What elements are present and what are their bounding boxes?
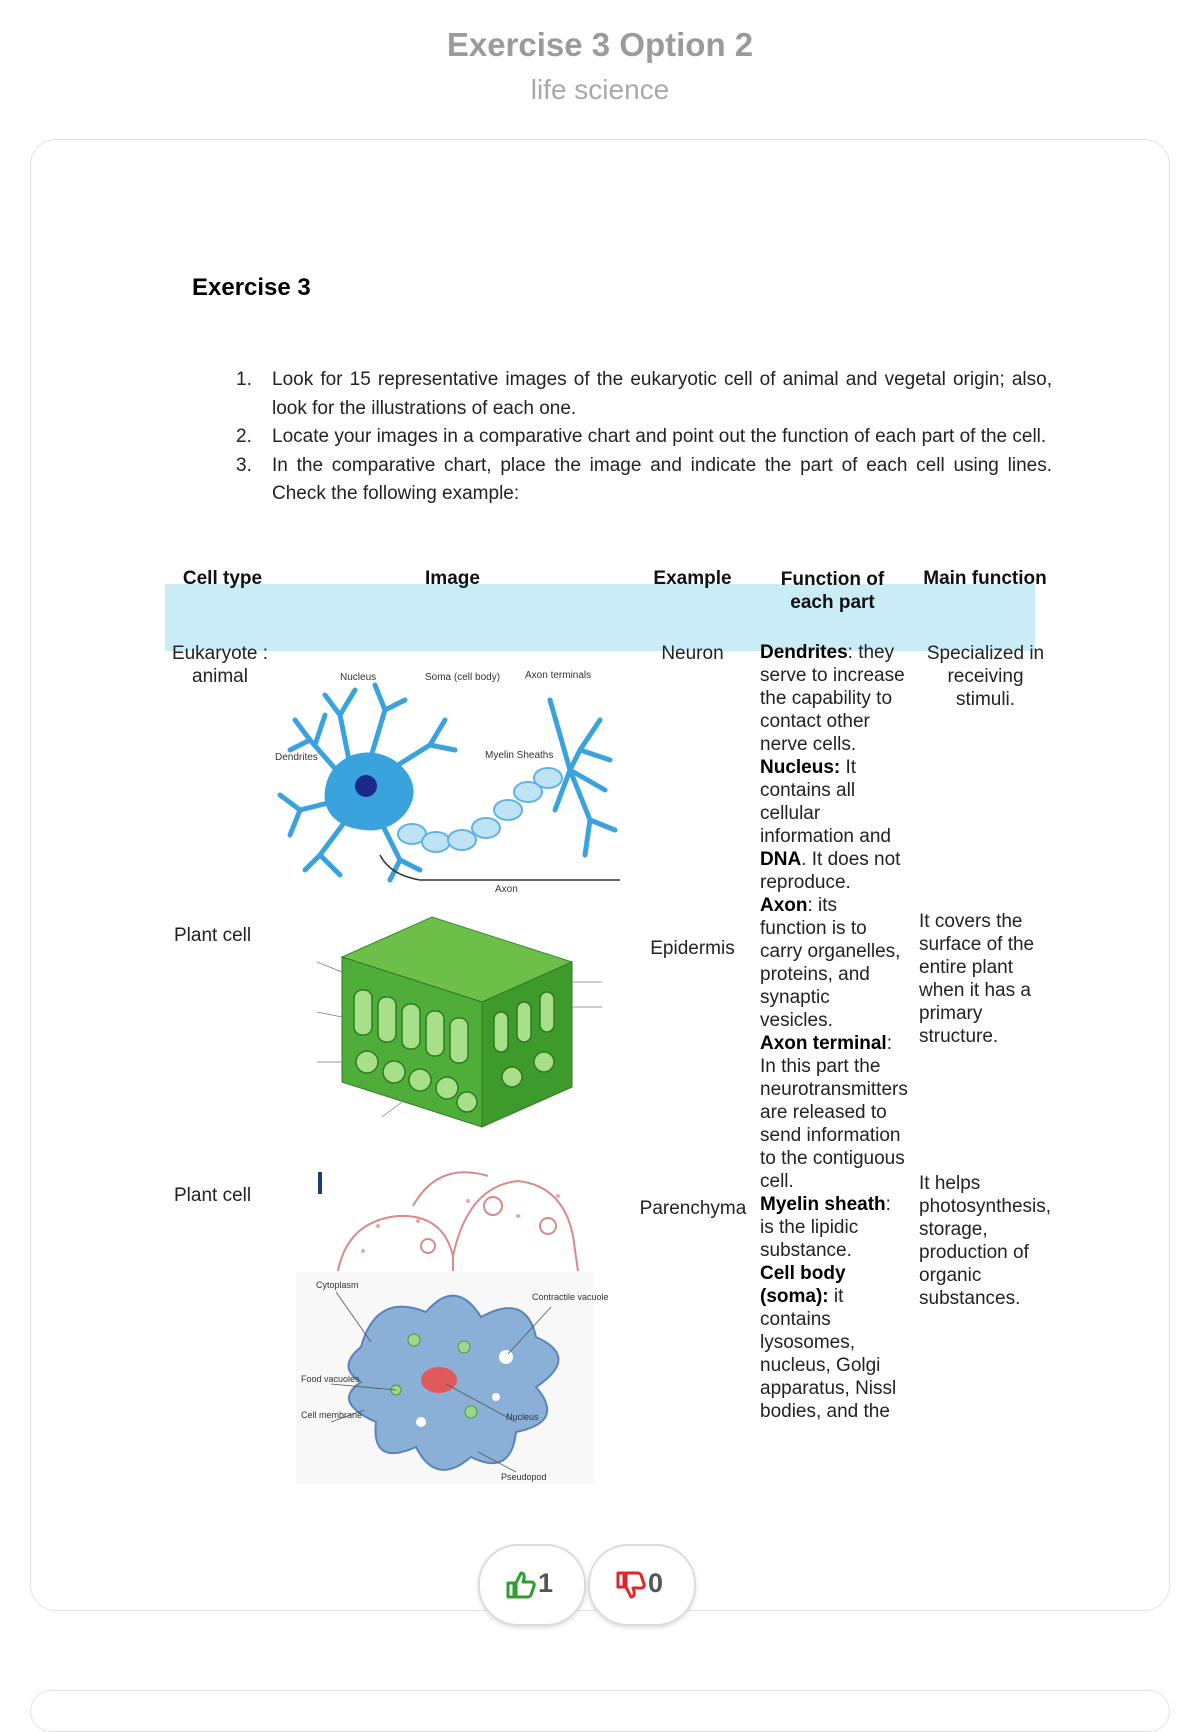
page-title: Exercise 3 Option 2 bbox=[446, 26, 754, 63]
cell-type-3: Plant cell bbox=[174, 1185, 252, 1206]
header-example: Example bbox=[653, 568, 732, 589]
main-function-3: It helps photosynthesis, storage, production of organic substances. bbox=[919, 1173, 1052, 1309]
list-item: 1. Look for 15 representative images of the eukaryotic cell of animal and vegetal origin; also, look for the illustrations of each one. bbox=[236, 369, 1052, 419]
downvote-button[interactable] bbox=[588, 1544, 696, 1626]
term-myelin-sheath: Myelin sheath bbox=[760, 1194, 886, 1215]
header-main-function: Main function bbox=[923, 568, 1047, 589]
amoeba-label: Nucleus bbox=[506, 1412, 539, 1422]
example-1: Neuron bbox=[661, 643, 724, 664]
neuron-label: Axon terminals bbox=[525, 670, 592, 681]
function-description: Dendrites: they serve to increase the capability to contact other nerve cells. Nucleus: It contains all cellular information and DNA. It does not reproduce. Axon: its function is to carry organelles, proteins, and synaptic vesicles. Axon terminal: In this part the neurotransmitters are released to send information to the contiguous cell. Myelin sheath: is the lipidic substance. Cell body (soma): it contains lysosomes, nucleus, Golgi apparatus, Nissl bodies, and the bbox=[760, 642, 908, 1422]
page-subtitle: life science bbox=[530, 74, 670, 105]
amoeba-label: Cytoplasm bbox=[316, 1280, 359, 1290]
amoeba-image bbox=[296, 1272, 609, 1484]
neuron-label: Myelin Sheaths bbox=[485, 750, 554, 761]
main-function-2: It covers the surface of the entire plant when it has a primary structure. bbox=[919, 911, 1035, 1047]
amoeba-label: Cell membrane bbox=[301, 1410, 363, 1420]
upvote-button[interactable] bbox=[478, 1544, 586, 1626]
downvote-count: 0 bbox=[648, 1568, 664, 1598]
leaf-section-image bbox=[282, 912, 622, 1142]
header-image: Image bbox=[425, 568, 480, 589]
text-cursor-mark bbox=[318, 1172, 322, 1194]
header-cell-type: Cell type bbox=[182, 568, 263, 589]
exercise-heading: Exercise 3 bbox=[192, 274, 311, 301]
example-3: Parenchyma bbox=[639, 1198, 747, 1219]
amoeba-label: Pseudopod bbox=[501, 1472, 547, 1482]
thumbs-down-icon bbox=[616, 1571, 646, 1599]
header-function-each: Function of each part bbox=[780, 569, 885, 613]
upvote-count: 1 bbox=[538, 1568, 554, 1598]
term-axon-terminal: Axon terminal bbox=[760, 1033, 887, 1054]
instruction-list bbox=[236, 366, 1052, 509]
term-axon: Axon bbox=[760, 895, 808, 916]
list-item: 3. In the comparative chart, place the image and indicate the part of each cell using lines. Check the following example: bbox=[236, 454, 1052, 504]
amoeba-label: Contractile vacuole bbox=[532, 1292, 609, 1302]
cell-type-1: Eukaryote : animal bbox=[171, 643, 269, 687]
main-function-1: Specialized in receiving stimuli. bbox=[926, 643, 1045, 710]
neuron-label: Dendrites bbox=[275, 752, 318, 763]
neuron-label: Nucleus bbox=[340, 672, 377, 683]
term-cell-body: Cell body (soma): bbox=[760, 1263, 846, 1307]
amoeba-label: Food vacuoles bbox=[301, 1374, 360, 1384]
next-card bbox=[30, 1690, 1170, 1732]
list-item: 2. Locate your images in a comparative chart and point out the function of each part of the cell. bbox=[236, 426, 1047, 447]
neuron-image bbox=[270, 660, 625, 895]
neuron-label: Axon bbox=[495, 884, 518, 895]
thumbs-up-icon bbox=[506, 1571, 536, 1599]
term-dna: DNA bbox=[760, 849, 802, 870]
neuron-label: Soma (cell body) bbox=[425, 672, 501, 683]
parenchyma-image bbox=[318, 1166, 618, 1271]
example-2: Epidermis bbox=[650, 938, 735, 959]
cell-type-2: Plant cell bbox=[174, 925, 252, 946]
term-nucleus: Nucleus: bbox=[760, 757, 841, 778]
term-dendrites: Dendrites bbox=[760, 642, 848, 663]
